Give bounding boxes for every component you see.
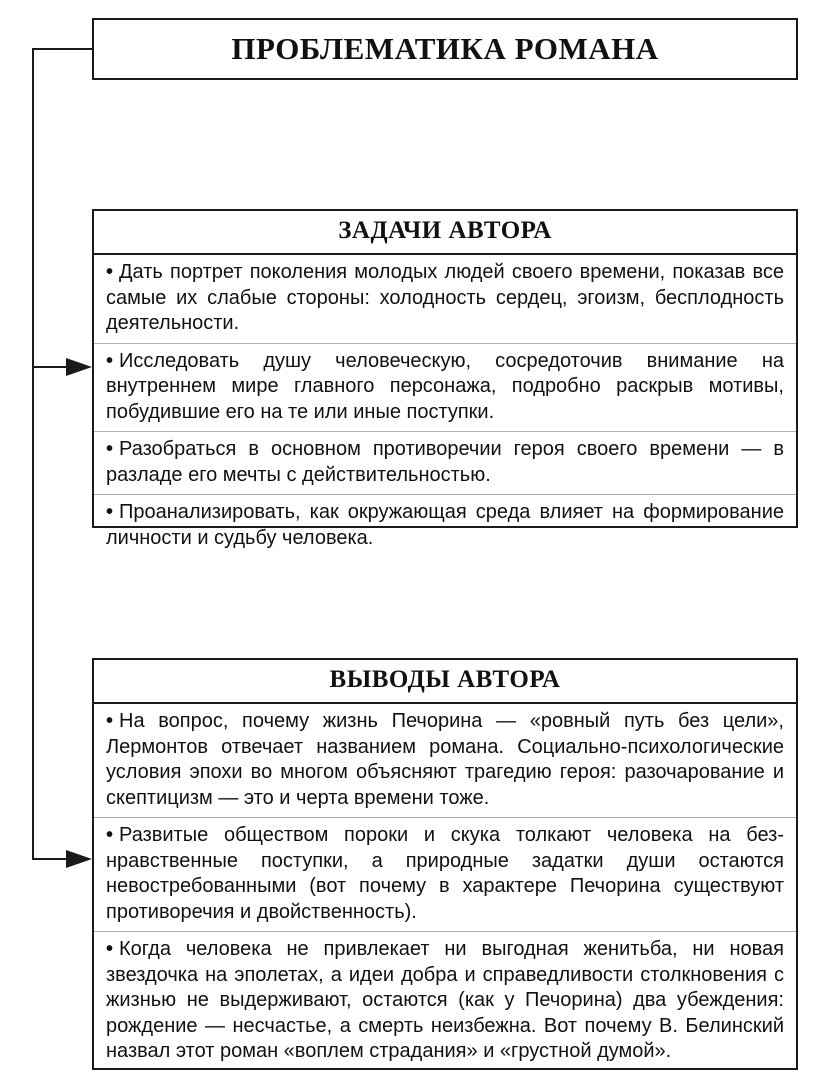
author-tasks-list bbox=[94, 255, 796, 557]
author-task-item bbox=[94, 343, 796, 432]
author-conclusions-list bbox=[94, 704, 796, 1071]
main-title: ПРОБЛЕМАТИКА РОМАНА bbox=[231, 31, 659, 66]
author-conclusion-text: На вопрос, почему жизнь Печорина — «ровный путь без цели», Лермонтов отвечает названием романа. Социально-психологические условия эпохи во многом объясняют трагедию героя: разочарование и скептицизм — это и черта времени тоже. bbox=[106, 710, 784, 809]
author-conclusion-item bbox=[94, 931, 796, 1071]
bullet-icon: • bbox=[106, 438, 114, 460]
author-tasks-box bbox=[92, 209, 798, 549]
bullet-icon: • bbox=[106, 710, 114, 732]
author-task-text: Разобраться в основном противоречии героя своего времени — в разладе его мечты с действительностью. bbox=[106, 438, 784, 486]
author-task-item bbox=[94, 255, 796, 343]
arrow-to-conclusions-icon bbox=[66, 850, 92, 868]
author-conclusion-item bbox=[94, 817, 796, 931]
bullet-icon: • bbox=[106, 824, 114, 846]
author-task-item bbox=[94, 431, 796, 494]
author-conclusion-text: Когда человека не привлекает ни выгодная женитьба, ни новая звездочка на эполетах, а идеи добра и справедливости столкновения с жизнью не выдерживают, остаются (как у Печорина) два убеждения: рождение — несчастье, а смерть неизбежна. Вот почему В. Белинский назвал этот роман «воплем страдания» и «грустной думой». bbox=[106, 938, 784, 1062]
bullet-icon: • bbox=[106, 938, 114, 960]
author-task-text: Проанализировать, как окружающая среда влияет на формирование личности и судьбу человека. bbox=[106, 501, 784, 549]
author-task-text: Дать портрет поколения молодых людей своего времени, показав все самые их слабые стороны: холодность сердец, эгоизм, бесплодность деятельности. bbox=[106, 261, 784, 334]
bullet-icon: • bbox=[106, 261, 114, 283]
bullet-icon: • bbox=[106, 349, 114, 372]
author-task-text: Исследовать душу человеческую, сосредоточив внимание на внутреннем мире главного персонажа, подробно раскрыв мотивы, побудившие его на те или иные поступки. bbox=[106, 349, 784, 423]
author-conclusions-header: ВЫВОДЫ АВТОРА bbox=[94, 660, 796, 704]
arrow-to-tasks-icon bbox=[66, 358, 92, 376]
bullet-icon: • bbox=[106, 501, 114, 523]
main-title-box bbox=[92, 18, 798, 80]
author-task-item bbox=[94, 494, 796, 557]
author-conclusion-text: Развитые обществом пороки и скука толкают человека на безнравственные поступки, а природные задатки души остаются невостребованными (вот почему в характере Печорина существуют противоречия и двойственность). bbox=[106, 824, 784, 923]
author-tasks-header: ЗАДАЧИ АВТОРА bbox=[94, 211, 796, 255]
author-conclusions-box bbox=[92, 658, 798, 1070]
author-conclusion-item bbox=[94, 704, 796, 817]
